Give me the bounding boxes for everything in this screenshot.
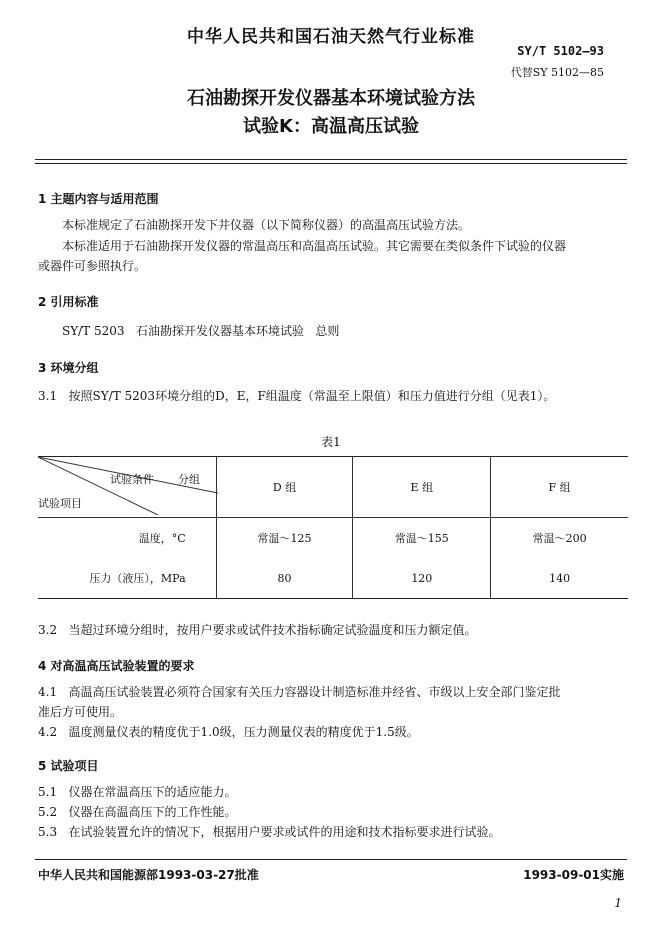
section-5-title: 5 试验项目: [38, 759, 99, 773]
row-temperature-d: 常温～125: [216, 518, 353, 559]
section-5-2: 5.2 仪器在高温高压下的工作性能。: [38, 805, 237, 819]
col-group-e: E 组: [353, 457, 491, 518]
section-4-1a: 4.1 高温高压试验装置必须符合国家有关压力容器设计制造标准并经省、市级以上安全部门鉴定批: [38, 685, 561, 699]
replaces-code: 代替SY 5102—85: [510, 66, 604, 79]
header-divider: [35, 159, 627, 160]
document-subtitle: 试验K：高温高压试验: [243, 116, 419, 137]
section-4-2: 4.2 温度测量仪表的精度优于1.0级，压力测量仪表的精度优于1.5级。: [38, 725, 419, 739]
row-temperature-f: 常温～200: [491, 518, 628, 559]
section-5-1: 5.1 仪器在常温高压下的适应能力。: [38, 785, 237, 799]
section-2-title: 2 引用标准: [38, 295, 99, 309]
section-5-3: 5.3 在试验装置允许的情况下，根据用户要求或试件的用途和技术指标要求进行试验。: [38, 825, 501, 839]
effective-date: 1993-09-01实施: [523, 868, 624, 882]
document-title: 石油勘探开发仪器基本环境试验方法: [187, 88, 475, 109]
section-1-title: 1 主题内容与适用范围: [38, 192, 159, 206]
row-temperature-label: 温度，°C: [138, 532, 186, 545]
row-pressure-e: 120: [353, 558, 491, 599]
diag-group-label: 分组: [178, 473, 200, 486]
col-group-f: F 组: [491, 457, 628, 518]
page-number: 1: [614, 896, 622, 910]
table-diagonal-header: [38, 457, 216, 518]
approval-statement: 中华人民共和国能源部1993-03-27批准: [38, 868, 259, 882]
section-3-title: 3 环境分组: [38, 361, 99, 375]
row-temperature-e: 常温～155: [353, 518, 491, 559]
section-1-para-1: 本标准规定了石油勘探开发下井仪器（以下简称仪器）的高温高压试验方法。: [62, 218, 471, 232]
footer-divider: [35, 859, 627, 860]
table-caption: 表1: [321, 435, 341, 449]
header-divider-thin: [35, 163, 627, 164]
standard-code: SY/T 5102—93: [517, 44, 604, 58]
section-1-para-2b: 或器件可参照执行。: [38, 259, 147, 273]
col-group-d: D 组: [216, 457, 353, 518]
diag-conditions-label: 试验条件: [110, 473, 154, 486]
row-pressure-f: 140: [491, 558, 628, 599]
standard-org-header: 中华人民共和国石油天然气行业标准: [187, 27, 475, 47]
section-3-2: 3.2 当超过环境分组时，按用户要求或试件技术指标确定试验温度和压力额定值。: [38, 623, 477, 637]
row-pressure-d: 80: [216, 558, 353, 599]
section-1-para-2a: 本标准适用于石油勘探开发仪器的常温高压和高温高压试验。其它需要在类似条件下试验的仪器: [62, 239, 567, 253]
section-4-title: 4 对高温高压试验装置的要求: [38, 659, 195, 673]
section-4-1b: 准后方可使用。: [38, 705, 123, 719]
section-3-1: 3.1 按照SY/T 5203环境分组的D，E，F组温度（常温至上限值）和压力值进行分组（见表1）。: [38, 389, 556, 403]
diag-items-label: 试验项目: [38, 497, 82, 510]
section-2-reference: SY/T 5203 石油勘探开发仪器基本环境试验 总则: [62, 324, 340, 338]
row-pressure-label: 压力（液压），MPa: [38, 558, 216, 599]
environment-group-table: [38, 456, 628, 599]
